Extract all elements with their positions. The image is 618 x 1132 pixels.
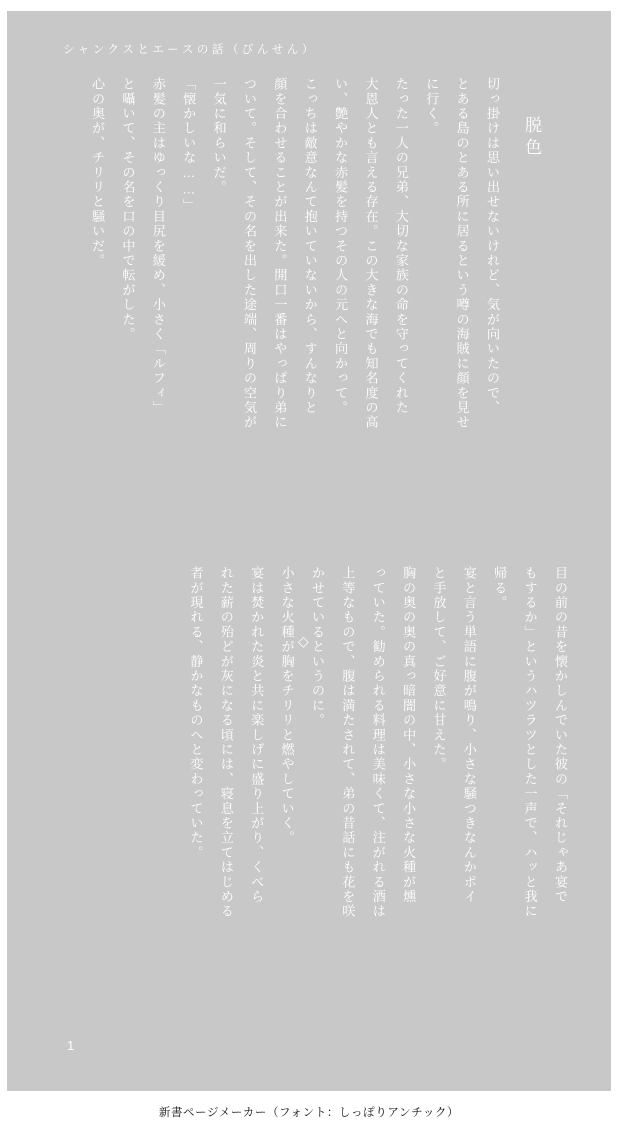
document-title: 脱色 <box>522 116 541 160</box>
text-column: 宴は焚かれた炎と共に楽しげに盛り上がり、くべら <box>249 566 265 905</box>
text-column: 赤髪の主はゆっくり目尻を緩め、小さく「ルフィ」 <box>150 77 166 416</box>
footer-credit: 新書ページメーカー（フォント：しっぽりアンチック） <box>158 1107 460 1119</box>
text-column: こっちは敵意なんて抱いていないから、すんなりと <box>302 77 318 416</box>
text-column: と囁いて、その名を口の中で転がした。 <box>120 77 136 342</box>
text-column: 者が現れる、静かなものへと変わっていた。 <box>188 566 204 860</box>
text-column: 目の前の昔を懐かしんでいた彼の「それじゃあ宴で <box>553 566 568 905</box>
text-column: 上等なもので、腹は満たされて、弟の昔話にも花を咲 <box>340 566 356 919</box>
body-top-columns <box>47 77 503 547</box>
text-column: たった一人の兄弟、大切な家族の命を守ってくれた <box>393 77 409 416</box>
text-column: っていた。勧められる料理は美味くて、注がれる酒は <box>370 566 386 919</box>
text-column: かせているというのに。 <box>310 566 325 728</box>
text-column: 一気に和らいだ。 <box>211 77 227 195</box>
manuscript-sheet <box>7 11 611 1091</box>
text-column: ついて。そして、その名を出した途端、周りの空気が <box>242 77 257 430</box>
text-column: に行く。 <box>424 77 440 136</box>
text-column: 大恩人とも言える存在。この大きな海でも知名度の高 <box>363 77 379 430</box>
text-column: もするか」というハツラツとした一声で、ハッと我に <box>522 566 538 919</box>
text-column: 切っ掛けは思い出せないけれど、気が向いたので、 <box>485 77 500 416</box>
text-column: と手放して、ご好意に甘えた。 <box>431 566 447 772</box>
text-column: 帰る。 <box>492 566 508 611</box>
body-bottom-columns <box>47 566 571 1036</box>
text-column: れた薪の殆どが灰になる頃には、寝息を立てはじめる <box>218 566 234 919</box>
text-column: い、艶やかな赤髪を持つその人の元へと向かって。 <box>333 77 349 416</box>
text-column: 宴と言う単語に腹が鳴り、小さな騒つきなんかポイ <box>461 566 477 905</box>
text-column: 胸の奥の奥の真っ暗闇の中、小さな小さな火種が燻 <box>401 566 417 905</box>
section-divider-symbol: ◇ <box>298 633 309 649</box>
text-column: 心の奥が、チリリと騒いだ。 <box>90 77 106 269</box>
text-column: 「懐かしいな……」 <box>181 77 197 213</box>
header-title: シャンクスとエースの話（びんせん） <box>63 44 317 56</box>
text-column: 顔を合わせることが出来た。開口一番はやっぱり弟に <box>272 77 288 430</box>
text-column: 小さな火種が胸をチリリと燃やしていく。 <box>279 566 295 846</box>
text-column: とある島のとある所に居るという噂の海賊に顔を見せ <box>454 77 470 430</box>
page-number: 1 <box>67 1038 75 1053</box>
